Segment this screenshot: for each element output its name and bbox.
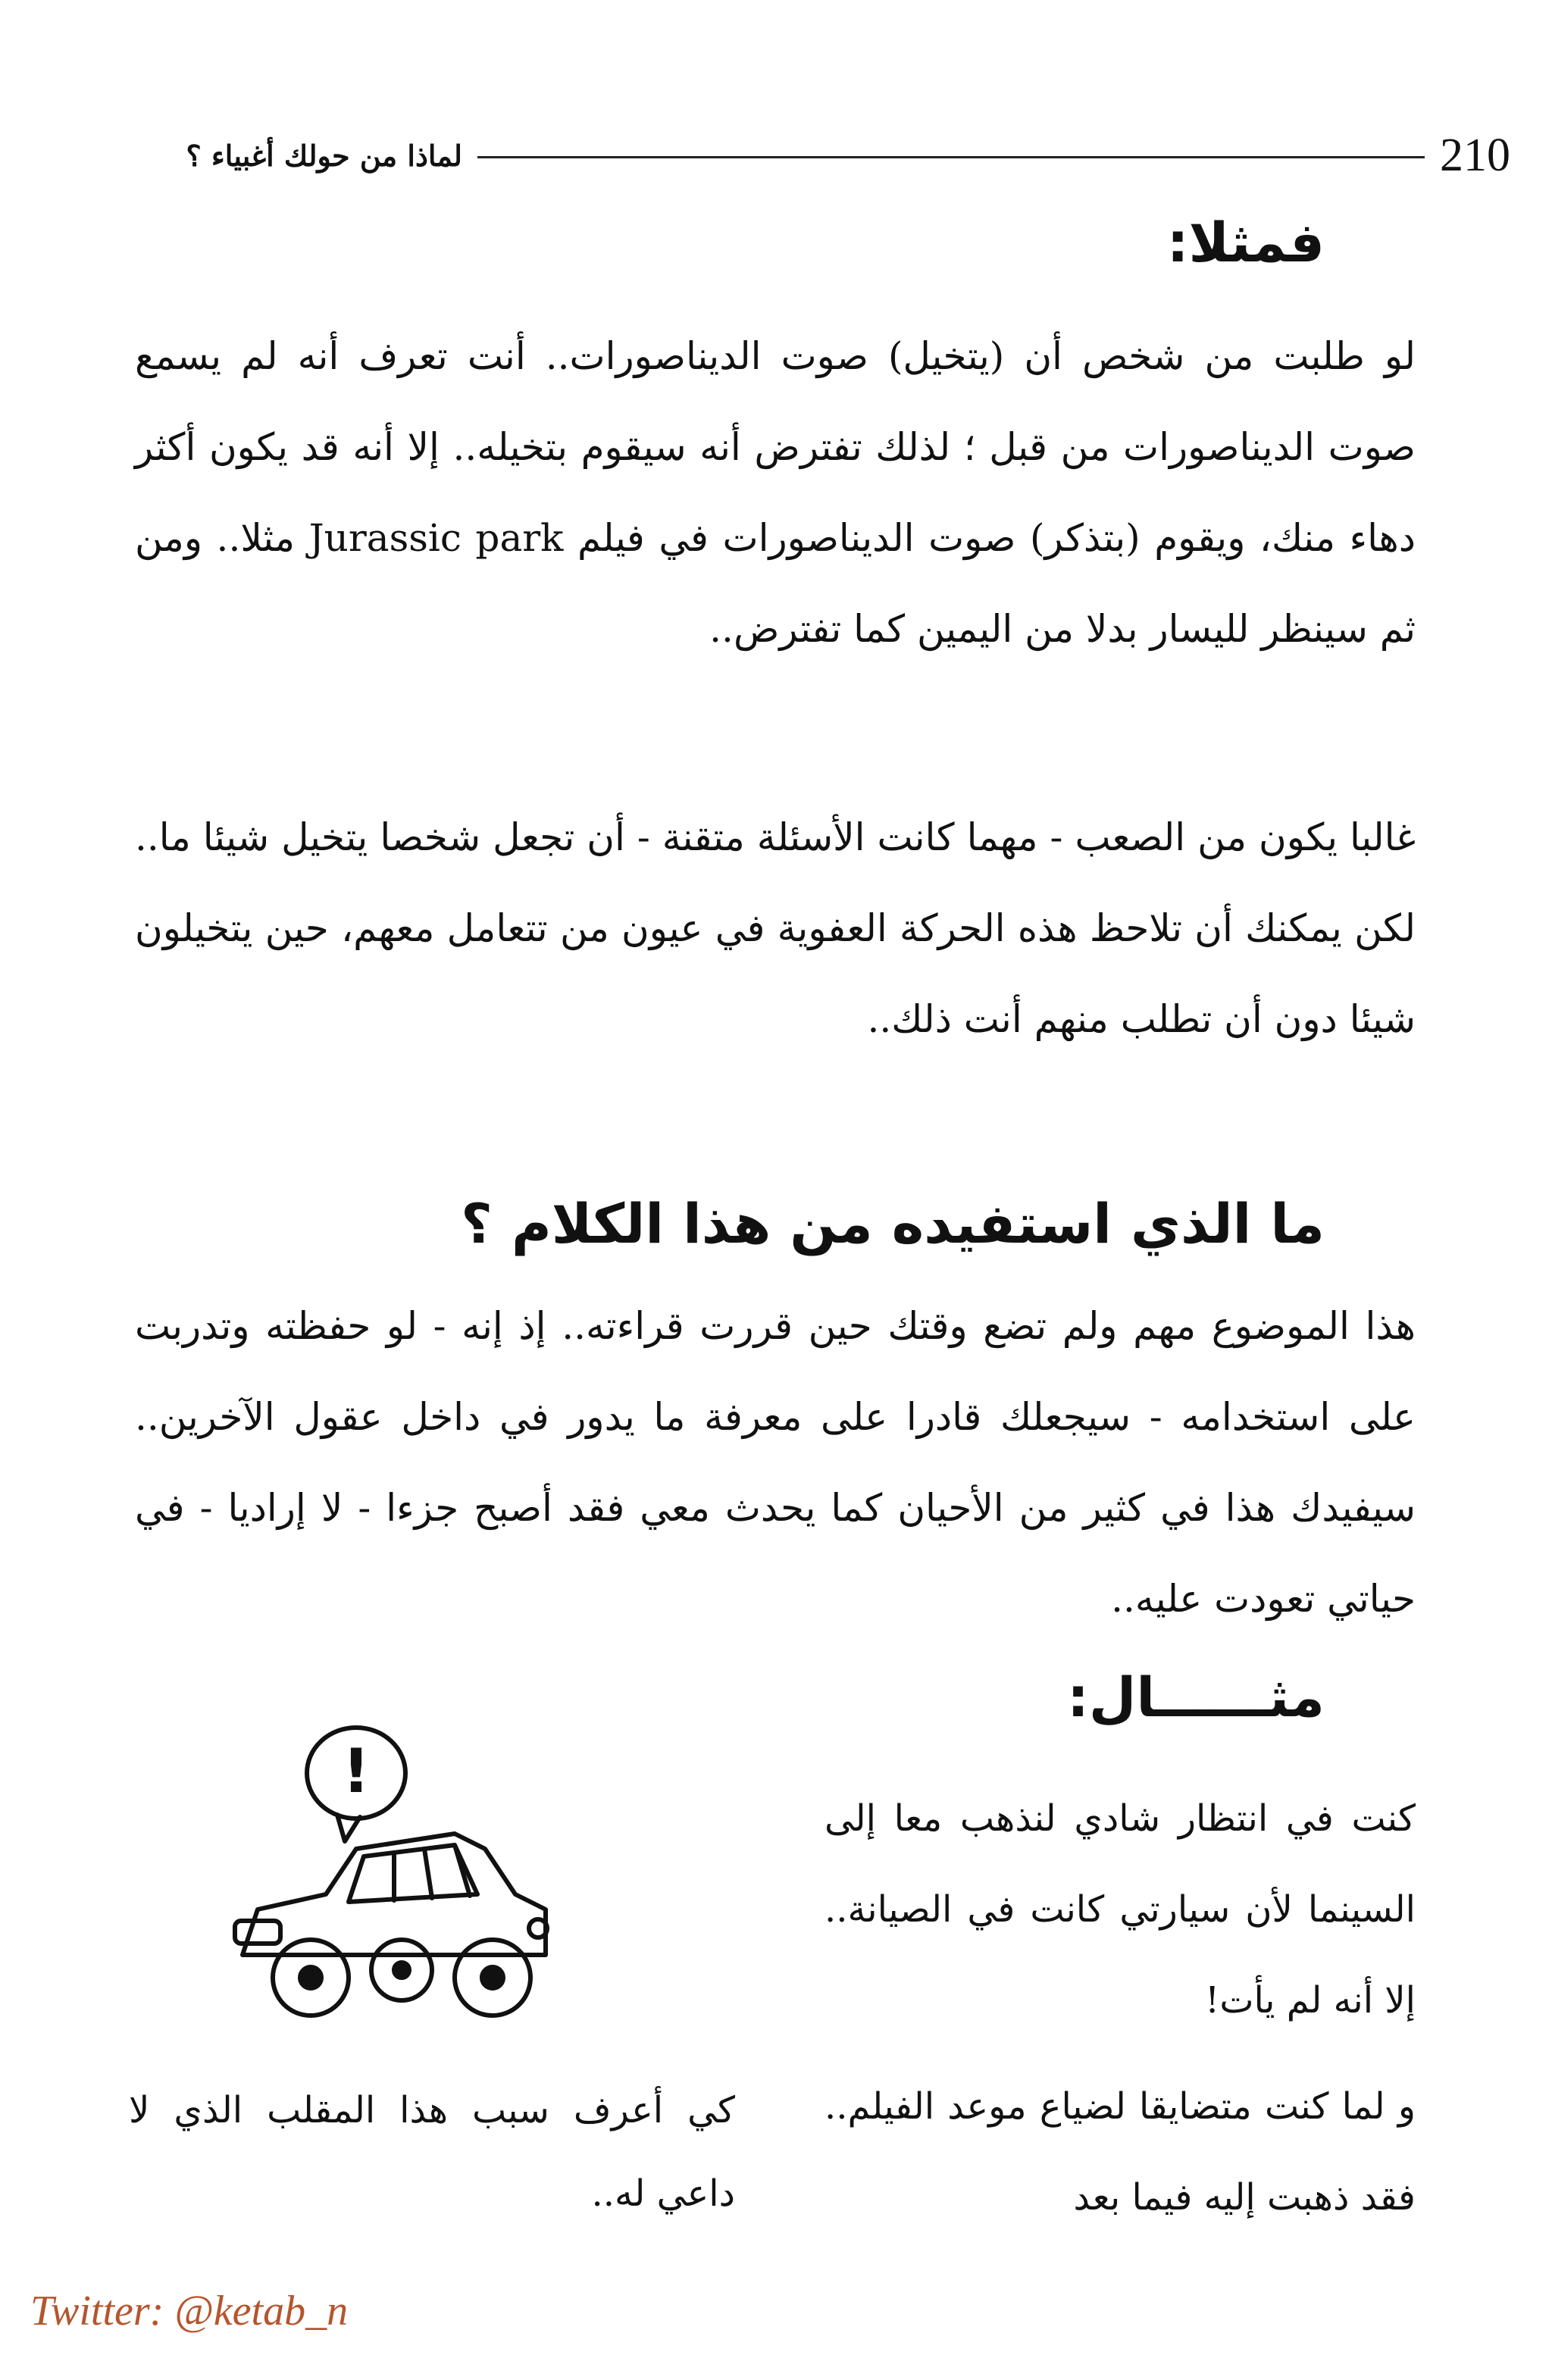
car-icon [212,1720,576,2053]
page-header [121,129,1510,182]
example2-paragraph-2: و لما كنت متضايقا لضياع موعد الفيلم.. فقد ذهبت إليه فيما بعد [824,2085,1416,2219]
car-illustration [212,1720,576,2053]
benefit-paragraph: هذا الموضوع مهم ولم تضع وقتك حين قررت قراءته.. إذ إنه - لو حفظته وتدربت على استخدامه - سيجعلك قادرا على معرفة ما يدور في داخل عقول الآخرين.. سيفيدك هذا في كثير من الأحيان كما يحدث معي فقد أصبح جزءا - لا إراديا - في حياتي تعودت عليه.. [135,1304,1416,1621]
header-rule [477,156,1425,158]
second-paragraph: غالبا يكون من الصعب - مهما كانت الأسئلة متقنة - أن تجعل شخصا يتخيل شيئا ما.. لكن يمكنك أن تلاحظ هذه الحركة العفوية في عيون من تتعامل معهم، حين يتخيلون شيئا دون أن تطلب منهم أنت ذلك.. [135,815,1416,1041]
bubble-exclamation: ! [342,1736,371,1806]
benefit-heading: ما الذي استفيده من هذا الكلام ؟ [461,1192,1325,1256]
running-title: لماذا من حولك أغبياء ؟ [186,139,462,173]
example2-paragraph-1: كنت في انتظار شادي لنذهب معا إلى السينما لأن سيارتي كانت في الصيانة.. إلا أنه لم يأت! [824,1797,1416,2022]
watermark: Twitter: @ketab_n [30,2288,349,2335]
example-heading: فمثلا: [1166,211,1325,274]
example-paragraph: لو طلبت من شخص أن (يتخيل) صوت الديناصورات.. أنت تعرف أنه لم يسمع صوت الديناصورات من قبل ؛ لذلك تفترض أنه سيقوم بتخيله.. إلا أنه قد يكون أكثر دهاء منك، ويقوم (بتذكر) صوت الديناصورات في فيلم Jurassic park مثلا.. ومن ثم سينظر لليسار بدلا من اليمين كما تفترض.. [135,334,1416,651]
illustration-caption: كي أعرف سبب هذا المقلب الذي لا داعي له.. [129,2089,735,2215]
example2-heading: مثــــــال: [1067,1665,1325,1729]
page-number: 210 [1440,130,1510,181]
